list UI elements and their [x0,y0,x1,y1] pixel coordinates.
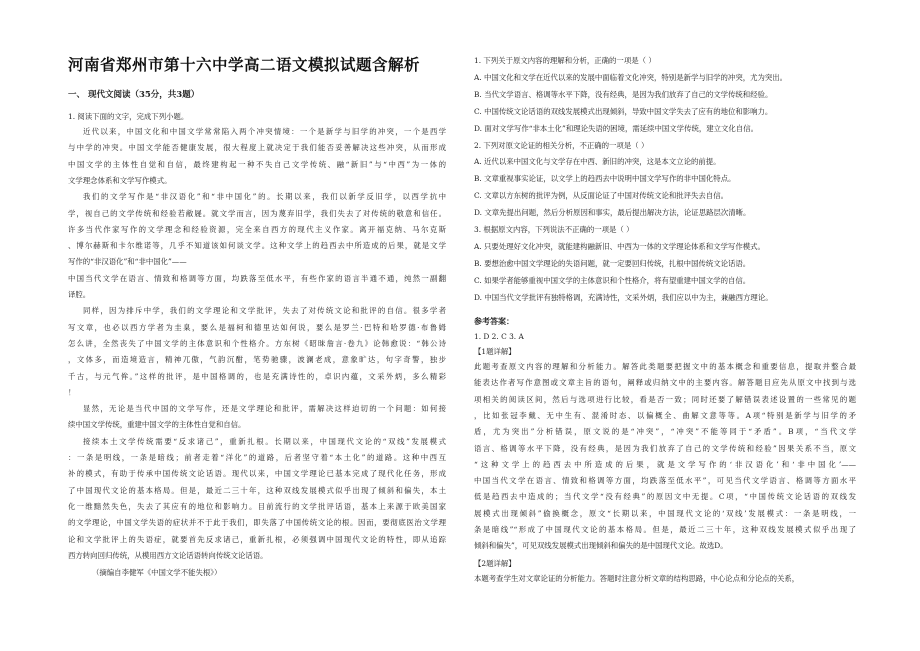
question-line: A. 中国文化和文学在近代以来的发展中面临着文化冲突，特别是新学与旧学的冲突，尤为突出。 [474,72,788,82]
passage-line: 怎么讲，全然丧失了中国文学的主体意识和个性格介。方东树《昭昧詹言·卷九》论韩愈说：“韩公诗 [68,338,446,348]
question-line: B. 文章重视事实论证，以文学上的趋西去中说明中国文学写作的非中国化特点。 [474,174,736,184]
explanation-line: 项相关的阅读区间，然后与选项进行比较，看是否一致；同时还要了解错误表述设置的一些常见的题 [474,394,856,404]
question-line: C. 文章以方东树的批评为例，从反面论证了中国对传统文论和批评失去自信。 [474,191,728,201]
passage-line: 文学理念体系和文学写作模式。 [68,175,172,185]
explanation-line: 条是暗线”“形成了中国现代文论的基本格局。但是，最近二三十年，这种双线发展模式似乎出现了 [474,525,856,534]
passage-line: 了中国现代文论的基本格局。但是，最近二三十年，这种双线发展模式似乎出现了倾斜和偏失，本土 [68,485,446,495]
answer-title: 参考答案： [474,316,514,326]
passage-line: 学，视自己的文学传统和经验若敝屣。就文学而言，因为蔑弃旧学，我们失去了对传统的敬意和信任。 [68,208,446,218]
explanation-line: 能表达作者写作意图或文章主旨的语句，阐释或归纳文中的主要内容。解答题目应先从原文中找到与选 [474,378,856,388]
passage-line: ：一条是明线，一条是暗线；前者走着“洋化”的道路，后者坚守着“本土化”的道路。这种中西互 [68,453,446,462]
question-intro: 1. 阅读下面的文字，完成下列小题。 [68,112,189,121]
question-line: C. 如果学者能够重视中国文学的主体意识和个性格介，将有望重建中国文学的自信。 [474,275,751,285]
passage-line: 我们的文学写作是“非汉语化”和“非中国化”的。长期以来，我们以新学反旧学，以西学抗中 [83,192,446,202]
passage-line: 接续本土文学传统需要“反求诸己”，重新扎根。长期以来，中国现代文论的“双线”发展模式 [83,436,446,446]
passage-line: ，文体多，而造境造言，精神兀傲，气韵沉酣，笔势驰骤，波澜老成，意象旷达，句字奇警，独步 [68,355,446,365]
question-line: 1. 下列关于原文内容的理解和分析，正确的一项是（ ） [474,56,656,65]
passage-line: 化一维黯然失色，失去了其应有的地位和影响力。目前流行的文学批评话语，基本上来源于欧美国家 [68,501,446,511]
passage-line: 中国文学的主体性自觉和自信，最终建构起一种不失自己文学传统、融“新旧”与“中西”为一体的 [68,159,446,169]
passage-line: 与中学的冲突。中国文学能否健康发展，很大程度上就决定于我们能否妥善解决这些冲突，从而形成 [68,143,446,153]
question-line: 2. 下列对原文论证的相关分析，不正确的一项是（ ） [474,140,649,150]
question-line: C. 中国传统文论话语的双线发展模式出现倾斜，导致中国文学失去了应有的地位和影响力。 [474,106,773,116]
question-line: D. 文章先提出问题，然后分析原因和事实，最后提出解决方法，论证思路层次清晰。 [474,208,751,218]
passage-line: 许多当代作家写作的文学理念和经验资源，完全来自西方的现代主义作家。离开福克纳、马尔克斯 [68,224,446,234]
passage-line: 译腔。 [68,290,91,299]
explanation-line: 倾斜和偏失”，可见双线发展模式出现倾斜和偏失的是中国现代文论。故选D。 [474,541,728,551]
question-line: D. 中国当代文学批评有独特格调，充满诗性，文采外炳，我们应以中为主，兼融西方理论。 [474,292,773,302]
passage-line: ！ [68,387,76,397]
passage-line: 的文学理论，中国文学失语的症状并不于此于我们，即失落了中国传统文论的根。因而，要彻底医治文学理 [68,518,446,528]
detail-2-text: 本题考查学生对文章论证的分析能力。答题时注意分析文章的结构思路，中心论点和分论点的关系， [474,574,800,583]
passage-source: （摘编自李健军《中国文学不能失根》） [92,568,222,578]
passage-line: 写文章，也必以西方学者为圭臬，要么是福柯和德里达如何说，要么是罗兰·巴特和哈罗德·布鲁姆 [68,322,446,332]
passage-line: 、博尔赫斯和卡尔维诺等，几乎不知道该如何谈文学。这种文学上的趋西去中所造成的后果，就是文学 [68,241,446,251]
passage-line: 显然，无论是当代中国的文学写作，还是文学理论和批评，需解决这样迫切的一个问题：如何接 [83,404,446,414]
passage-line: 写作的“非汉语化”和“非中国化”—— [68,257,187,267]
question-line: 3. 根据原文内容，下列说法不正确的一项是（ ） [474,225,634,234]
passage-line: 论和文学批评上的失语症，就要首先反求诸己，重新扎根，必须强调中国现代文论的特性，即从追踪 [68,534,446,544]
passage-line: 续中国文学传统，重建中国文学的主体性自觉和自信。 [68,420,246,430]
passage-line: 补的模式，有助于传承中国传统文论话语。现代以来，中国文学理论已基本完成了现代化任务，形成 [68,469,446,479]
explanation-line: 语言、格调等水平下降，没有经典，是因为我们放弃了自己的文学传统和经验”因果关系不当，原文 [474,443,856,453]
explanation-line: 展模式出现倾斜”偷换概念，原文“长期以来，中国现代文论的‘双线’发展模式：一条是明线，一 [474,508,856,518]
explanation-line: 盾，尤为突出”分析错误，原文说的是“冲突”，“冲突”不能等同于“矛盾”。B项，“当代文学 [474,427,856,437]
question-line: B. 要想治愈中国文学理论的失语问题，就一定要回归传统，扎根中国传统文论话语。 [474,258,751,268]
explanation-line: 此题考查原文内容的理解和分析能力。解答此类题要把握文中的基本概念和重要信息，提取并整合最 [474,362,856,371]
detail-1-tag: 【1题详解】 [474,347,516,356]
explanation-line: 低是趋西去中造成的；当代文学“没有经典”的原因文中无提。C项，“中国传统文论话语的双线发 [474,492,856,502]
explanation-line: ，比如张冠李戴、无中生有、混淆时态、以偏概全、曲解文意等等。A项“特别是新学与旧学的矛 [474,410,856,420]
explanation-line: “这种文学上的趋西去中所造成的后果，就是文学写作的‘非汉语化’和‘非中国化’—— [474,459,856,469]
detail-2-tag: 【2题详解】 [474,559,516,568]
question-line: A. 只要处理好文化冲突，就能建构融新旧、中西为一体的文学理论体系和文学写作模式。 [474,241,765,251]
question-line: B. 当代文学语言、格调等水平下降，没有经典，是因为我们放弃了自己的文学传统和经验。 [474,89,773,99]
passage-line: 同样，因为排斥中学，我们的文学理论和文学批评，失去了对传统文论和批评的自信。很多学者 [83,306,446,316]
passage-line: 近代以来，中国文化和中国文学常常陷入两个冲突情境：一个是新学与旧学的冲突，一个是西学 [83,127,446,136]
explanation-line: 中国当代文学在语言、情致和格调等方面，均跌落至低水平”，可见当代文学语言、格调等方面水平 [474,476,856,486]
passage-line: 中国当代文学在语言、情致和格调等方面，均跌落至低水平，有些作家的语言半通不通，纯然一副翻 [68,273,446,283]
passage-line: 千古，与元气侔。”这样的批评，是中国格调的，也是充满诗性的，卓识内蕴，文采外炳，多么精彩 [68,371,446,381]
section-heading: 一、 现代文阅读（35分，共3题） [68,90,200,100]
page-title: 河南省郑州市第十六中学高二语文模拟试题含解析 [68,55,421,74]
question-line: A. 近代以来中国文化与文学存在中西、新旧的冲突，这是本文立论的前提。 [474,157,721,167]
passage-line: 西方转向回归传统，从模用西方文论话语转向传统文论话语。 [68,550,268,560]
question-line: D. 面对文学写作“非本土化”和理论失语的困境，需延续中国文学传统，建立文化自信。 [474,123,758,133]
answer-key: 1. D 2. C 3. A [474,332,524,341]
